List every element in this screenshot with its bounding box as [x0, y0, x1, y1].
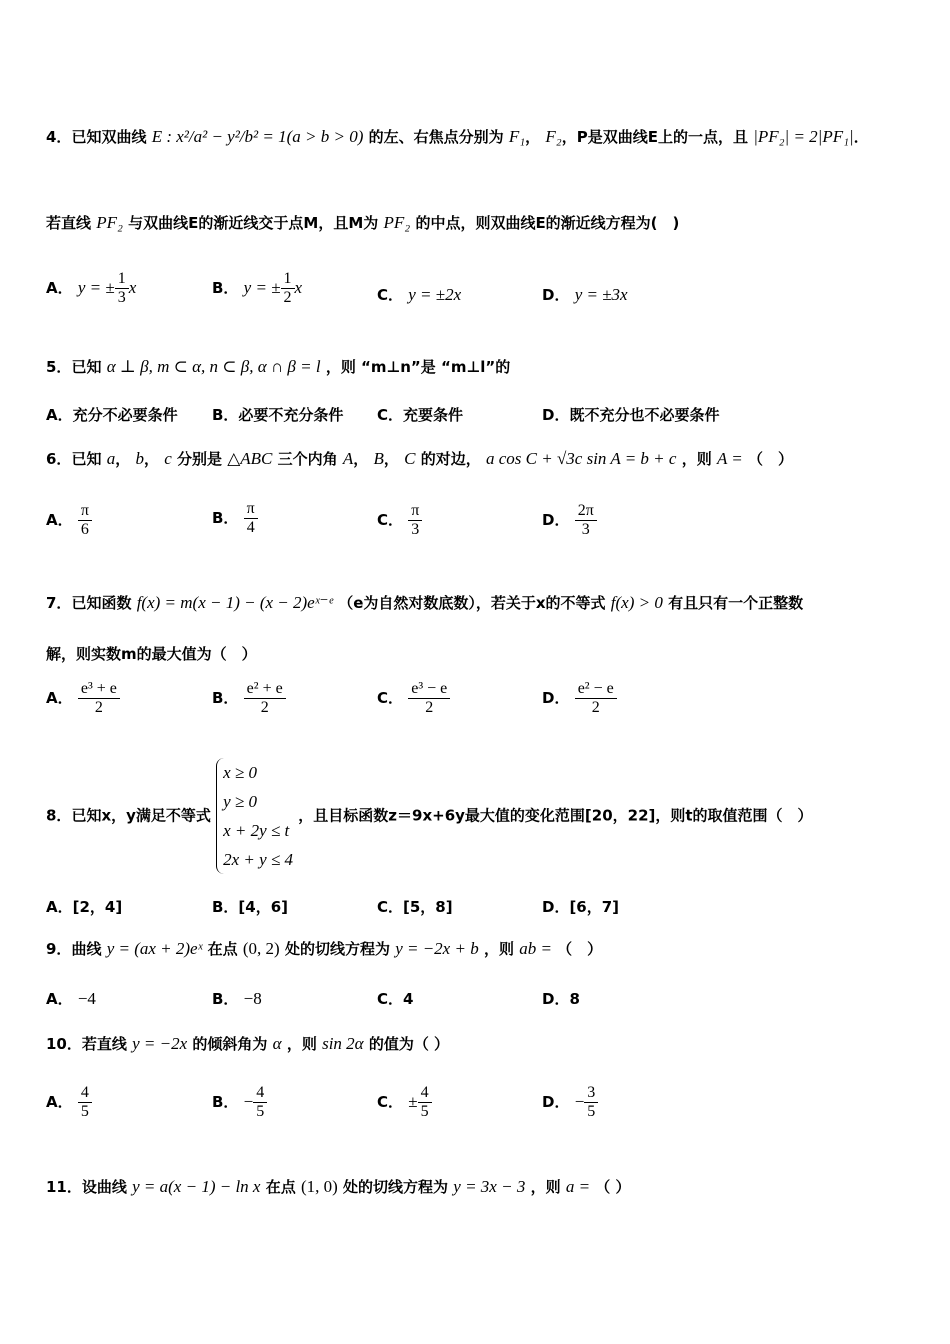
- denominator: 2: [425, 699, 434, 716]
- text: ，P是双曲线E上的一点，且: [561, 128, 748, 146]
- numerator: 2π: [575, 502, 597, 521]
- tangent-line: y = −2x + b: [395, 939, 479, 958]
- denominator: 5: [420, 1103, 429, 1120]
- question-7-line2: 解，则实数m的最大值为（ ）: [46, 645, 257, 663]
- text: ，且目标函数z＝9x+6y最大值的变化范围[20，22]，则t的取值范围（ ）: [298, 806, 813, 825]
- question-9: [46, 938, 602, 959]
- angle-b: B: [373, 449, 384, 468]
- option-label: B．: [212, 990, 239, 1008]
- focus-f2: F₂: [545, 127, 562, 146]
- question-number: 8．: [46, 806, 72, 825]
- line: y = −2x: [132, 1034, 188, 1053]
- inequality: f(x) > 0: [610, 593, 663, 612]
- math: y = ±2x: [408, 285, 462, 304]
- option-label: A．: [46, 1093, 73, 1111]
- sign: −: [243, 1092, 254, 1111]
- option-b: [212, 500, 258, 537]
- text: ，则: [530, 1178, 561, 1196]
- question-10: [46, 1033, 449, 1054]
- option-b: [212, 270, 302, 307]
- text: （ ）: [595, 1178, 631, 1196]
- inequality-system: [216, 758, 293, 874]
- inequality: 2x + y ≤ 4: [223, 850, 294, 869]
- option-a: A．[2，4]: [46, 898, 123, 916]
- sign: ±: [408, 1092, 418, 1111]
- text: 与双曲线E的渐近线交于点M，且M为: [128, 214, 379, 232]
- denominator: 5: [256, 1103, 265, 1120]
- text: 有且只有一个正整数: [668, 594, 804, 612]
- option-d: D．[6，7]: [542, 898, 620, 916]
- text: 在点: [265, 1178, 296, 1196]
- unknown: ab =: [519, 939, 552, 958]
- triangle: △ABC: [227, 449, 273, 468]
- option-label: D．: [542, 286, 570, 304]
- denominator: 5: [587, 1103, 596, 1120]
- point: (1, 0): [300, 1177, 338, 1196]
- text: （ ）: [557, 940, 603, 958]
- fraction: [408, 680, 450, 717]
- text: 的对边，: [420, 450, 481, 468]
- denominator: 2: [283, 289, 292, 306]
- denominator: 5: [80, 1103, 89, 1120]
- side-c: c: [164, 449, 172, 468]
- numerator: π: [78, 502, 92, 521]
- option-a: [46, 270, 136, 307]
- option-c: [377, 502, 422, 539]
- text: ，则: [681, 450, 712, 468]
- option-label: B．: [212, 1093, 239, 1111]
- fraction: [584, 1084, 598, 1121]
- inequality: x + 2y ≤ t: [223, 821, 290, 840]
- denominator: 3: [411, 521, 420, 538]
- text: ，: [353, 450, 369, 468]
- option-label: A．: [46, 990, 73, 1008]
- numerator: π: [244, 500, 258, 519]
- value: −8: [243, 989, 262, 1008]
- side-b: b: [135, 449, 144, 468]
- fraction: [244, 500, 258, 537]
- option-d: [542, 680, 617, 717]
- line-pf2: PF₂: [96, 213, 123, 232]
- inequality: y ≥ 0: [223, 792, 258, 811]
- numerator: e² + e: [244, 680, 286, 699]
- point: (0, 2): [242, 939, 280, 958]
- option-a: [46, 1084, 92, 1121]
- fraction: [78, 1084, 92, 1121]
- option-d: [542, 284, 628, 305]
- question-number: 5．: [46, 358, 72, 376]
- fraction: [281, 270, 295, 307]
- option-b: [212, 988, 262, 1009]
- numerator: 1: [281, 270, 295, 289]
- option-b: [212, 1084, 267, 1121]
- numerator: 1: [115, 270, 129, 289]
- text: 处的切线方程为: [343, 1178, 449, 1196]
- text: （e为自然对数底数），若关于x的不等式: [338, 594, 606, 612]
- inequality: x ≥ 0: [223, 763, 258, 782]
- option-label: C．: [377, 286, 404, 304]
- numerator: e³ − e: [408, 680, 450, 699]
- option-label: A．: [46, 279, 73, 297]
- denominator: 2: [94, 699, 103, 716]
- option-label: D．: [542, 511, 570, 529]
- option-a: [46, 988, 96, 1009]
- text: 已知: [71, 358, 102, 376]
- option-label: A．: [46, 689, 73, 707]
- text: 已知函数: [71, 594, 132, 612]
- option-label: C．: [377, 511, 404, 529]
- text: ，: [383, 450, 399, 468]
- sign: −: [574, 1092, 585, 1111]
- question-number: 6．: [46, 450, 72, 468]
- option-d: D．既不充分也不必要条件: [542, 406, 720, 424]
- question-number: 9．: [46, 940, 72, 958]
- condition: α ⊥ β, m ⊂ α, n ⊂ β, α ∩ β = l: [106, 357, 321, 376]
- math: y = ±: [77, 278, 115, 297]
- denominator: 2: [260, 699, 269, 716]
- option-label: B．: [212, 279, 239, 297]
- fraction: [418, 1084, 432, 1121]
- question-7-line1: [46, 592, 803, 613]
- denominator: 6: [80, 521, 89, 538]
- option-a: [46, 680, 120, 717]
- value: −4: [77, 989, 96, 1008]
- numerator: 4: [78, 1084, 92, 1103]
- segment-pf2: PF₂: [383, 213, 411, 232]
- option-a: A．充分不必要条件: [46, 406, 178, 424]
- question-number: 10．: [46, 1035, 82, 1053]
- fraction: [244, 680, 286, 717]
- option-c: [377, 284, 461, 305]
- fraction: [575, 680, 617, 717]
- option-b: B．[4，6]: [212, 898, 289, 916]
- question-11: [46, 1176, 631, 1197]
- question-4-line2: [46, 212, 679, 233]
- option-c: [377, 1084, 432, 1121]
- text: 的倾斜角为: [192, 1035, 268, 1053]
- option-label: C．: [377, 689, 404, 707]
- focus-f1: F₁: [508, 127, 526, 146]
- option-label: B．: [212, 509, 239, 527]
- option-d: [542, 502, 597, 539]
- question-5: [46, 356, 510, 377]
- tangent-line: y = 3x − 3: [453, 1177, 526, 1196]
- text: ，则 “m⊥n”是 “m⊥l”的: [325, 358, 511, 376]
- text: （ ）: [747, 450, 793, 468]
- question-8: [46, 758, 813, 874]
- text: 的左、右焦点分别为: [368, 128, 504, 146]
- math: x: [294, 278, 303, 297]
- text: ，则: [286, 1035, 317, 1053]
- text: ，: [115, 450, 131, 468]
- numerator: 3: [584, 1084, 598, 1103]
- denominator: 4: [246, 519, 255, 536]
- question-number: 7．: [46, 594, 72, 612]
- fraction: [408, 502, 422, 539]
- unknown: A =: [716, 449, 743, 468]
- text: 三个内角: [277, 450, 338, 468]
- denominator: 3: [117, 289, 126, 306]
- fraction: [575, 502, 597, 539]
- angle-a: A: [342, 449, 354, 468]
- text: ，: [525, 128, 541, 146]
- option-d: D．8: [542, 990, 580, 1008]
- fraction: [78, 502, 92, 539]
- math: y = ±3x: [574, 285, 628, 304]
- text: ，: [143, 450, 159, 468]
- option-a: [46, 502, 92, 539]
- text: 若直线: [46, 214, 92, 232]
- text: ．: [853, 128, 869, 146]
- curve: y = (ax + 2)eˣ: [106, 939, 203, 958]
- text: 的中点，则双曲线E的渐近线方程为( ): [415, 214, 680, 232]
- option-b: B．必要不充分条件: [212, 406, 344, 424]
- text: 已知双曲线: [71, 128, 147, 146]
- text: ，则: [483, 940, 514, 958]
- denominator: 3: [581, 521, 590, 538]
- text: 处的切线方程为: [284, 940, 390, 958]
- option-c: C．4: [377, 990, 414, 1008]
- question-4-line1: [46, 126, 869, 147]
- option-label: D．: [542, 1093, 570, 1111]
- question-number: 4．: [46, 128, 72, 146]
- text: 在点: [207, 940, 238, 958]
- function: f(x) = m(x − 1) − (x − 2)eˣ⁻ᵉ: [136, 593, 333, 612]
- option-c: C．[5，8]: [377, 898, 453, 916]
- numerator: 4: [253, 1084, 267, 1103]
- text: 已知x，y满足不等式: [71, 806, 211, 825]
- question-number: 11．: [46, 1178, 82, 1196]
- fraction: [115, 270, 129, 307]
- option-label: D．: [542, 689, 570, 707]
- text: 的值为（ ）: [368, 1035, 450, 1053]
- denominator: 2: [591, 699, 600, 716]
- numerator: e³ + e: [78, 680, 120, 699]
- question-6: [46, 448, 793, 469]
- numerator: e² − e: [575, 680, 617, 699]
- numerator: π: [408, 502, 422, 521]
- curve: y = a(x − 1) − ln x: [132, 1177, 261, 1196]
- angle: α: [272, 1034, 282, 1053]
- unknown: a =: [565, 1177, 591, 1196]
- fraction: [253, 1084, 267, 1121]
- condition: |PF₂| = 2|PF₁|: [753, 127, 854, 146]
- option-label: A．: [46, 511, 73, 529]
- option-b: [212, 680, 286, 717]
- text: 设曲线: [81, 1178, 127, 1196]
- equation: a cos C + √3c sin A = b + c: [486, 449, 677, 468]
- option-c: C．充要条件: [377, 406, 464, 424]
- numerator: 4: [418, 1084, 432, 1103]
- fraction: [78, 680, 120, 717]
- math: x: [128, 278, 137, 297]
- math: y = ±: [243, 278, 281, 297]
- option-d: [542, 1084, 598, 1121]
- text: 若直线: [81, 1035, 127, 1053]
- option-label: B．: [212, 689, 239, 707]
- option-label: C．: [377, 1093, 404, 1111]
- angle-c: C: [404, 449, 416, 468]
- text: 分别是: [176, 450, 222, 468]
- text: 曲线: [71, 940, 102, 958]
- hyperbola-equation: E : x²/a² − y²/b² = 1(a > b > 0): [151, 127, 364, 146]
- text: 已知: [71, 450, 102, 468]
- side-a: a: [106, 449, 116, 468]
- option-c: [377, 680, 450, 717]
- expression: sin 2α: [322, 1034, 364, 1053]
